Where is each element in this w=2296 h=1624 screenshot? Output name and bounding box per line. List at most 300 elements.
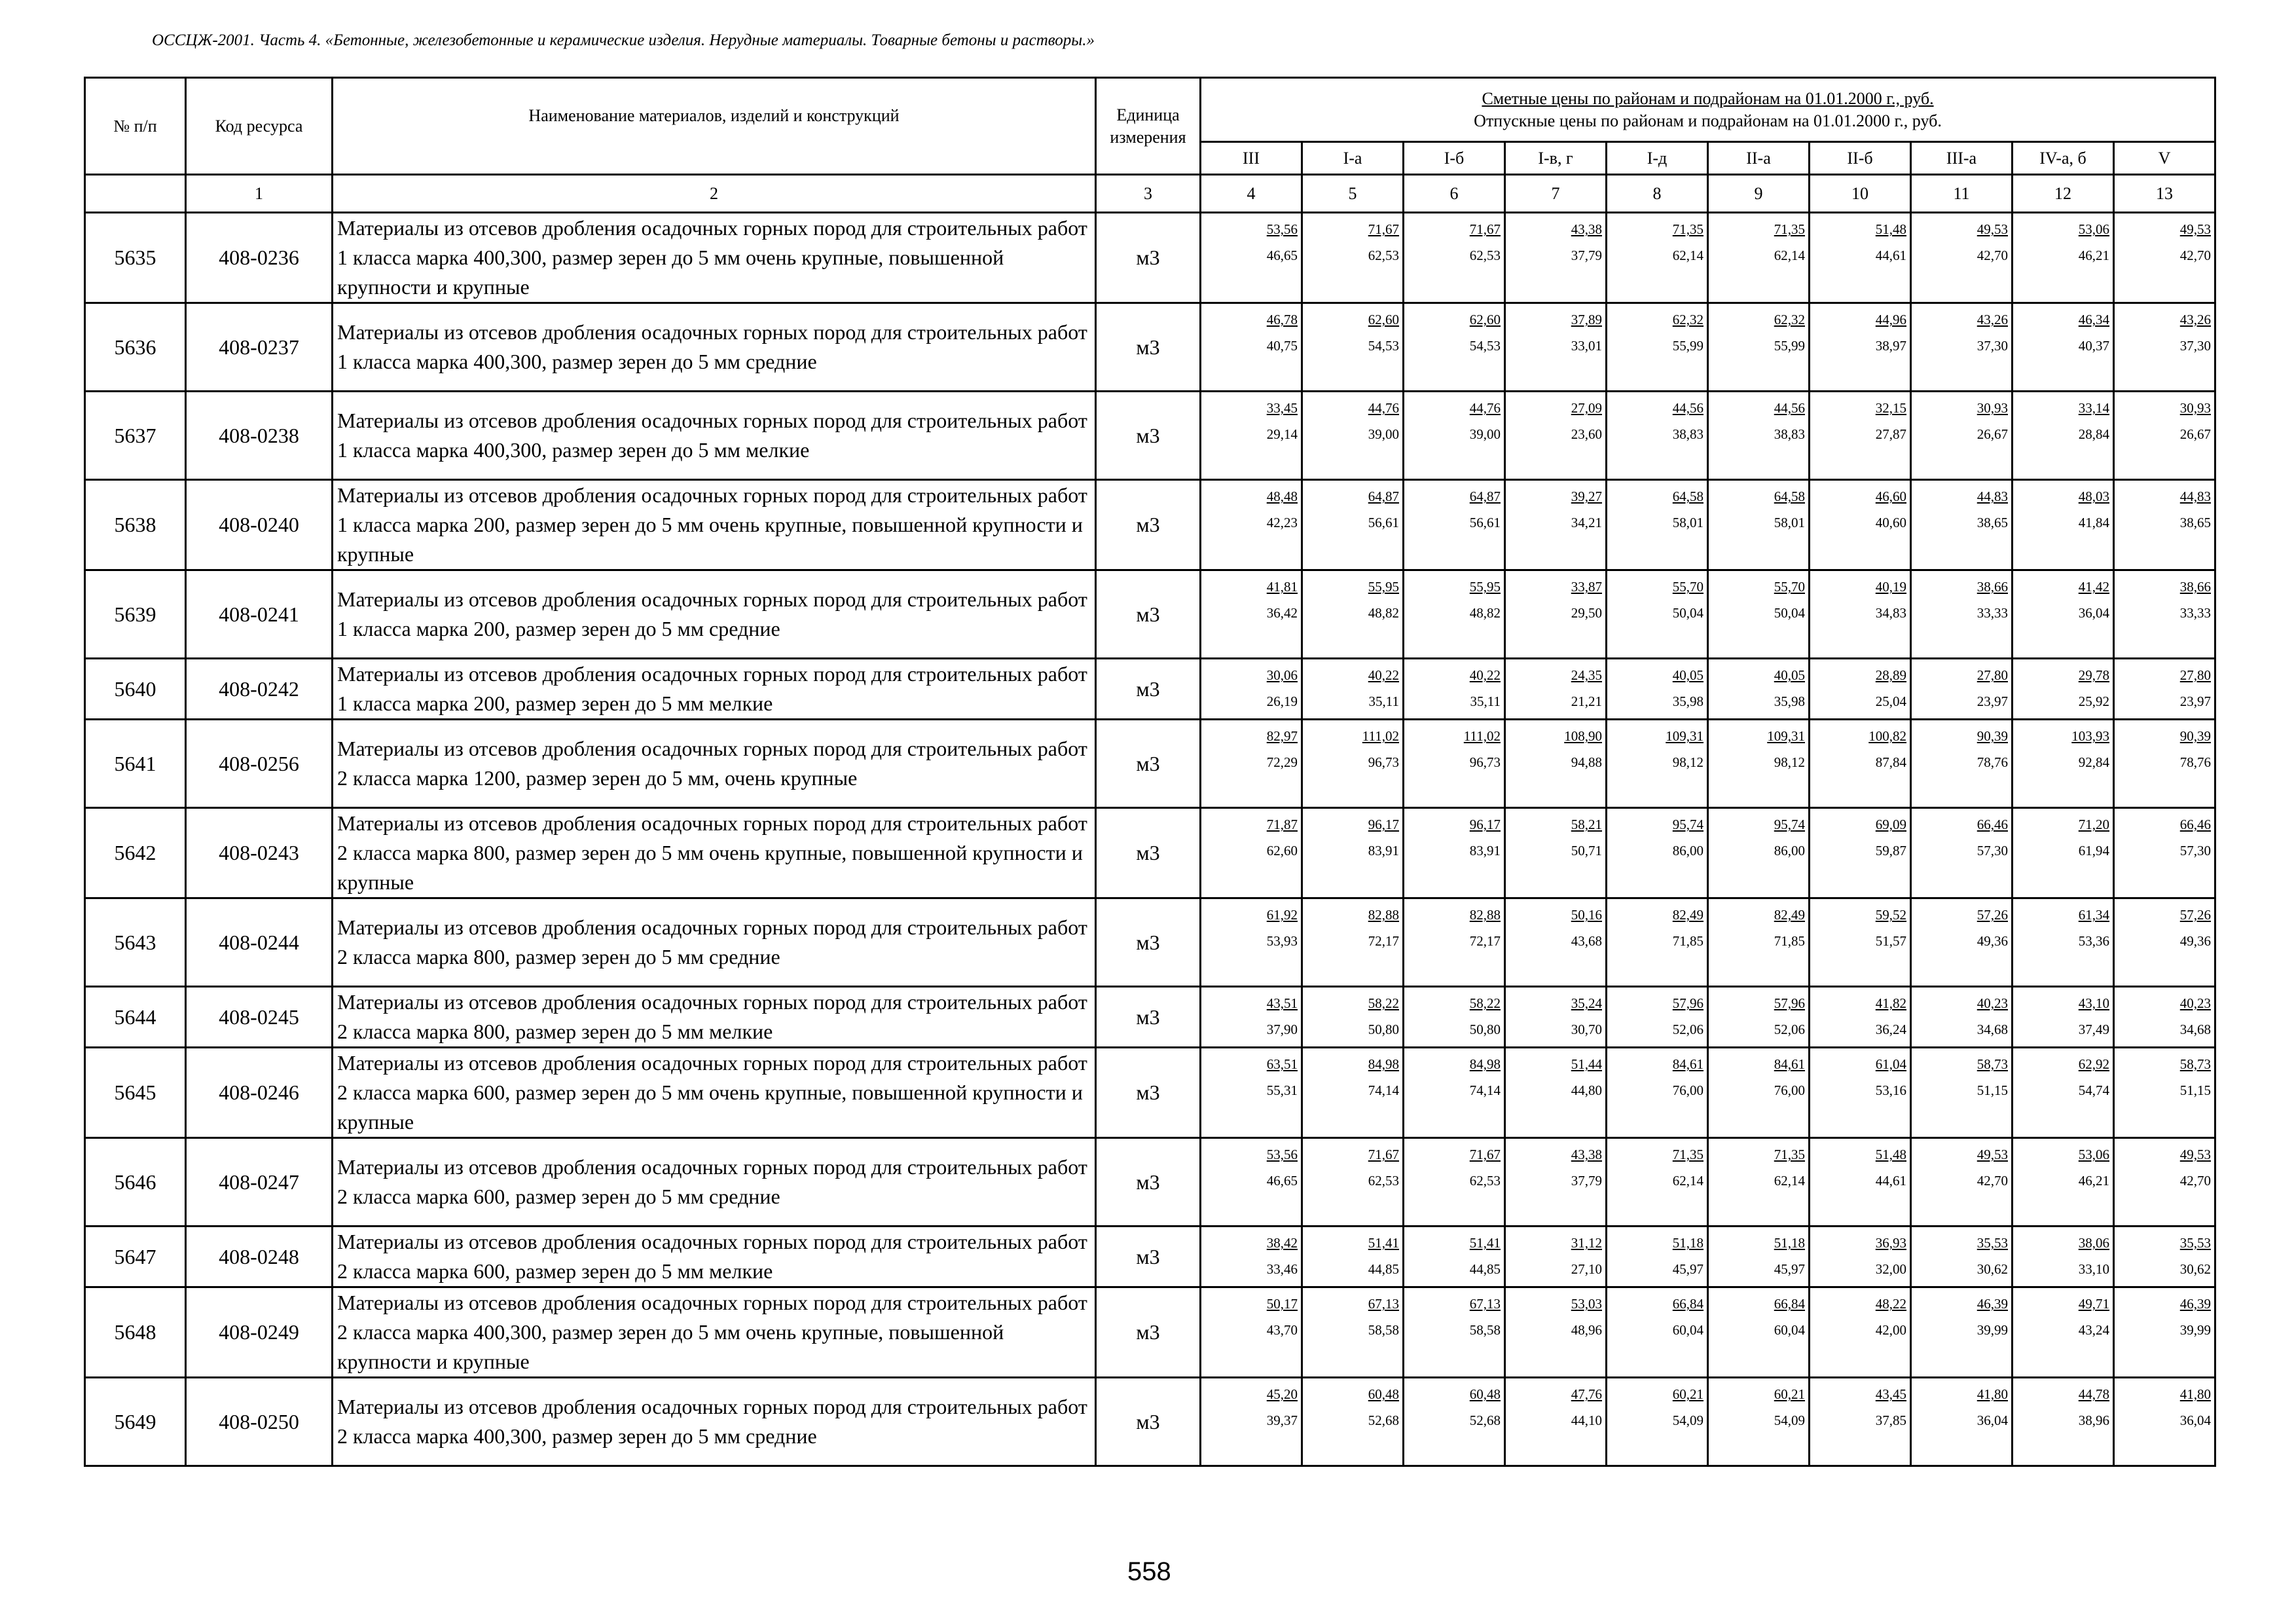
release-price: 62,14 — [1774, 248, 1805, 263]
release-price: 50,04 — [1672, 605, 1704, 621]
release-price: 50,80 — [1368, 1022, 1399, 1037]
material-name: Материалы из отсевов дробления осадочных горных пород для строительных работ 2 класса марка 600, размер зерен до 5 мм мелкие — [333, 1227, 1096, 1287]
release-price: 37,90 — [1266, 1022, 1298, 1037]
estimate-price: 46,39 — [2179, 1296, 2212, 1312]
release-price: 40,75 — [1266, 338, 1298, 354]
price-cell — [2013, 1378, 2114, 1466]
resource-code: 408-0240 — [186, 480, 333, 570]
column-number: 2 — [333, 175, 1096, 213]
price-cell — [2114, 808, 2215, 898]
release-price: 76,00 — [1774, 1082, 1805, 1098]
release-price: 72,17 — [1368, 933, 1399, 949]
release-price: 36,04 — [1977, 1412, 2008, 1428]
price-cell — [2013, 720, 2114, 808]
header-num: № п/п — [85, 78, 186, 175]
price-cell — [1302, 1378, 1404, 1466]
release-price: 48,82 — [1469, 605, 1501, 621]
price-cell — [1505, 1048, 1607, 1138]
price-cell — [1607, 898, 1708, 987]
price-cell — [1911, 1048, 2013, 1138]
estimate-price: 90,39 — [1977, 728, 2008, 744]
release-price: 23,97 — [1977, 693, 2008, 709]
estimate-price: 53,06 — [2078, 221, 2109, 237]
estimate-price: 64,87 — [1368, 489, 1399, 504]
price-cell — [2114, 480, 2215, 570]
estimate-price: 47,76 — [1571, 1386, 1602, 1402]
release-price: 62,14 — [1774, 1173, 1805, 1189]
estimate-price: 61,34 — [2078, 907, 2109, 923]
estimate-price: 41,42 — [2078, 579, 2109, 595]
estimate-price: 46,78 — [1266, 312, 1298, 327]
estimate-price: 35,53 — [1977, 1235, 2008, 1251]
release-price: 33,10 — [2078, 1261, 2109, 1277]
release-price: 42,23 — [1266, 515, 1298, 530]
column-number: 13 — [2114, 175, 2215, 213]
estimate-price: 55,70 — [1672, 579, 1704, 595]
estimate-price: 55,95 — [1368, 579, 1399, 595]
estimate-price: 66,46 — [2179, 817, 2212, 832]
price-cell — [1302, 303, 1404, 392]
release-price: 43,70 — [1266, 1322, 1298, 1338]
estimate-price: 55,95 — [1469, 579, 1501, 595]
price-cell — [1607, 1138, 1708, 1227]
unit: м3 — [1096, 480, 1201, 570]
column-number: 4 — [1201, 175, 1302, 213]
price-cell — [2013, 480, 2114, 570]
column-number: 9 — [1708, 175, 1810, 213]
estimate-price: 111,02 — [1362, 728, 1399, 744]
estimate-price: 53,06 — [2078, 1147, 2109, 1162]
price-cell — [2013, 659, 2114, 720]
release-price: 74,14 — [1469, 1082, 1501, 1098]
price-cell — [1201, 659, 1302, 720]
header-prices — [1201, 78, 2215, 142]
release-price: 26,19 — [1266, 693, 1298, 709]
estimate-price: 40,19 — [1875, 579, 1906, 595]
release-price: 62,53 — [1368, 1173, 1399, 1189]
release-price: 37,30 — [1977, 338, 2008, 354]
estimate-price: 66,84 — [1774, 1296, 1805, 1312]
table-row — [85, 303, 2215, 392]
table-row — [85, 1138, 2215, 1227]
release-price: 35,98 — [1774, 693, 1805, 709]
price-cell — [1810, 570, 1911, 659]
estimate-price: 82,97 — [1266, 728, 1298, 744]
estimate-price: 62,60 — [1368, 312, 1399, 327]
price-cell — [1607, 392, 1708, 480]
price-cell — [1810, 303, 1911, 392]
estimate-price: 55,70 — [1774, 579, 1805, 595]
estimate-price: 48,48 — [1266, 489, 1298, 504]
estimate-price: 44,76 — [1469, 400, 1501, 416]
estimate-price: 32,15 — [1875, 400, 1906, 416]
price-cell — [2013, 570, 2114, 659]
row-number: 5638 — [85, 480, 186, 570]
estimate-price: 59,52 — [1875, 907, 1906, 923]
price-cell — [1505, 480, 1607, 570]
estimate-price: 49,71 — [2078, 1296, 2109, 1312]
unit: м3 — [1096, 987, 1201, 1048]
estimate-price: 49,53 — [1977, 221, 2008, 237]
price-cell — [1708, 1227, 1810, 1287]
price-cell — [2114, 898, 2215, 987]
price-cell — [2114, 1287, 2215, 1378]
price-cell — [1607, 1048, 1708, 1138]
estimate-price: 67,13 — [1469, 1296, 1501, 1312]
material-name: Материалы из отсевов дробления осадочных горных пород для строительных работ 2 класса марка 800, размер зерен до 5 мм средние — [333, 898, 1096, 987]
release-price: 43,68 — [1571, 933, 1602, 949]
price-cell — [1404, 1227, 1505, 1287]
resource-code: 408-0243 — [186, 808, 333, 898]
table-row — [85, 659, 2215, 720]
price-cell — [2114, 1048, 2215, 1138]
estimate-price: 71,35 — [1774, 221, 1805, 237]
release-price: 44,61 — [1875, 248, 1906, 263]
estimate-price: 49,53 — [1977, 1147, 2008, 1162]
price-cell — [1201, 480, 1302, 570]
release-price: 48,82 — [1368, 605, 1399, 621]
release-price: 62,60 — [1266, 843, 1298, 858]
release-price: 86,00 — [1774, 843, 1805, 858]
column-number: 6 — [1404, 175, 1505, 213]
price-cell — [1810, 659, 1911, 720]
price-cell — [2114, 1227, 2215, 1287]
release-price: 57,30 — [1977, 843, 2008, 858]
estimate-price: 62,92 — [2078, 1056, 2109, 1072]
release-price: 33,01 — [1571, 338, 1602, 354]
estimate-price: 60,48 — [1469, 1386, 1501, 1402]
estimate-price: 53,56 — [1266, 221, 1298, 237]
release-price: 53,16 — [1875, 1082, 1906, 1098]
estimate-price: 40,23 — [1977, 995, 2008, 1011]
resource-code: 408-0246 — [186, 1048, 333, 1138]
release-price: 86,00 — [1672, 843, 1704, 858]
header-region: II-а — [1708, 142, 1810, 175]
price-cell — [1810, 1378, 1911, 1466]
release-price: 34,21 — [1571, 515, 1602, 530]
price-cell — [1810, 720, 1911, 808]
release-price: 50,71 — [1571, 843, 1602, 858]
estimate-price: 66,84 — [1672, 1296, 1704, 1312]
release-price: 49,36 — [1977, 933, 2008, 949]
release-price: 27,10 — [1571, 1261, 1602, 1277]
price-cell — [1708, 570, 1810, 659]
estimate-price: 64,58 — [1774, 489, 1805, 504]
column-number: 10 — [1810, 175, 1911, 213]
estimate-price: 24,35 — [1571, 667, 1602, 683]
release-price: 42,00 — [1875, 1322, 1906, 1338]
price-cell — [1607, 480, 1708, 570]
material-name: Материалы из отсевов дробления осадочных горных пород для строительных работ 1 класса марка 200, размер зерен до 5 мм мелкие — [333, 659, 1096, 720]
release-price: 36,24 — [1875, 1022, 1906, 1037]
price-cell — [1708, 480, 1810, 570]
estimate-price: 96,17 — [1469, 817, 1501, 832]
release-price: 36,42 — [1266, 605, 1298, 621]
price-cell — [2114, 392, 2215, 480]
price-cell — [2114, 1138, 2215, 1227]
estimate-price: 71,67 — [1368, 1147, 1399, 1162]
release-price: 26,67 — [1977, 426, 2008, 442]
estimate-price: 49,53 — [2179, 1147, 2212, 1162]
estimate-price: 44,83 — [2179, 489, 2212, 504]
column-number: 3 — [1096, 175, 1201, 213]
estimate-price: 38,06 — [2078, 1235, 2109, 1251]
price-cell — [1404, 659, 1505, 720]
estimate-price: 84,61 — [1672, 1056, 1704, 1072]
price-cell — [1302, 1138, 1404, 1227]
release-price: 50,04 — [1774, 605, 1805, 621]
price-cell — [1302, 480, 1404, 570]
estimate-price: 43,38 — [1571, 221, 1602, 237]
release-price: 35,98 — [1672, 693, 1704, 709]
release-price: 71,85 — [1774, 933, 1805, 949]
price-cell — [1708, 1287, 1810, 1378]
column-number: 1 — [186, 175, 333, 213]
release-price: 56,61 — [1469, 515, 1501, 530]
release-price: 46,21 — [2078, 248, 2109, 263]
estimate-price: 44,76 — [1368, 400, 1399, 416]
material-name: Материалы из отсевов дробления осадочных горных пород для строительных работ 1 класса марка 200, размер зерен до 5 мм средние — [333, 570, 1096, 659]
price-cell — [1302, 898, 1404, 987]
price-cell — [1708, 720, 1810, 808]
estimate-price: 95,74 — [1774, 817, 1805, 832]
material-name: Материалы из отсевов дробления осадочных горных пород для строительных работ 2 класса марка 600, размер зерен до 5 мм средние — [333, 1138, 1096, 1227]
price-cell — [1302, 1287, 1404, 1378]
price-cell — [1505, 1378, 1607, 1466]
release-price: 44,85 — [1368, 1261, 1399, 1277]
release-price: 33,33 — [1977, 605, 2008, 621]
price-cell — [2114, 987, 2215, 1048]
price-cell — [1505, 987, 1607, 1048]
estimate-price: 51,18 — [1774, 1235, 1805, 1251]
estimate-price: 38,66 — [2179, 579, 2212, 595]
release-price: 38,65 — [1977, 515, 2008, 530]
release-price: 61,94 — [2078, 843, 2109, 858]
price-cell — [1708, 303, 1810, 392]
row-number: 5639 — [85, 570, 186, 659]
estimate-price: 63,51 — [1266, 1056, 1298, 1072]
resource-code: 408-0238 — [186, 392, 333, 480]
price-cell — [1404, 213, 1505, 303]
header-region: II-б — [1810, 142, 1911, 175]
release-price: 58,58 — [1469, 1322, 1501, 1338]
page-number: 558 — [1127, 1557, 1171, 1586]
release-price: 54,53 — [1368, 338, 1399, 354]
release-price: 40,60 — [1875, 515, 1906, 530]
estimate-price: 60,21 — [1774, 1386, 1805, 1402]
estimate-price: 82,88 — [1469, 907, 1501, 923]
estimate-price: 61,04 — [1875, 1056, 1906, 1072]
estimate-price: 69,09 — [1875, 817, 1906, 832]
material-name: Материалы из отсевов дробления осадочных горных пород для строительных работ 2 класса марка 400,300, размер зерен до 5 мм очень крупные, повышенной крупности и крупные — [333, 1287, 1096, 1378]
release-price: 55,99 — [1774, 338, 1805, 354]
estimate-price: 40,22 — [1469, 667, 1501, 683]
estimate-price: 30,93 — [2179, 400, 2212, 416]
release-price: 32,00 — [1875, 1261, 1906, 1277]
price-cell — [2114, 303, 2215, 392]
price-cell — [1810, 1227, 1911, 1287]
estimate-price: 44,96 — [1875, 312, 1906, 327]
release-price: 39,99 — [1977, 1322, 2008, 1338]
release-price: 35,11 — [1470, 693, 1501, 709]
resource-code: 408-0242 — [186, 659, 333, 720]
release-price: 23,97 — [2179, 693, 2212, 709]
material-name: Материалы из отсевов дробления осадочных горных пород для строительных работ 1 класса марка 400,300, размер зерен до 5 мм очень крупные, повышенной крупности и крупные — [333, 213, 1096, 303]
estimate-price: 95,74 — [1672, 817, 1704, 832]
release-price: 58,58 — [1368, 1322, 1399, 1338]
release-price: 62,14 — [1672, 1173, 1704, 1189]
unit: м3 — [1096, 898, 1201, 987]
release-price: 27,87 — [1875, 426, 1906, 442]
price-cell — [1302, 1048, 1404, 1138]
price-cell — [1404, 898, 1505, 987]
unit: м3 — [1096, 1227, 1201, 1287]
price-cell — [2013, 1048, 2114, 1138]
column-number: 5 — [1302, 175, 1404, 213]
price-cell — [1201, 720, 1302, 808]
material-name: Материалы из отсевов дробления осадочных горных пород для строительных работ 1 класса марка 200, размер зерен до 5 мм очень крупные, повышенной крупности и крупные — [333, 480, 1096, 570]
estimate-price: 41,81 — [1266, 579, 1298, 595]
price-cell — [1607, 570, 1708, 659]
estimate-price: 60,21 — [1672, 1386, 1704, 1402]
estimate-price: 43,10 — [2078, 995, 2109, 1011]
release-price: 96,73 — [1469, 754, 1501, 770]
price-cell — [1201, 303, 1302, 392]
estimate-price: 103,93 — [2071, 728, 2109, 744]
table-row — [85, 570, 2215, 659]
release-price: 58,01 — [1774, 515, 1805, 530]
estimate-price: 33,14 — [2078, 400, 2109, 416]
release-price: 33,33 — [2179, 605, 2212, 621]
price-cell — [2114, 720, 2215, 808]
release-price: 39,00 — [1469, 426, 1501, 442]
price-cell — [1404, 808, 1505, 898]
price-cell — [1201, 213, 1302, 303]
price-cell — [1404, 1138, 1505, 1227]
estimate-price: 50,17 — [1266, 1296, 1298, 1312]
release-price: 53,93 — [1266, 933, 1298, 949]
column-number: 11 — [1911, 175, 2013, 213]
price-cell — [1708, 1378, 1810, 1466]
release-price: 30,70 — [1571, 1022, 1602, 1037]
table-row — [85, 898, 2215, 987]
release-price: 39,37 — [1266, 1412, 1298, 1428]
release-price: 51,15 — [1977, 1082, 2008, 1098]
release-price: 55,31 — [1266, 1082, 1298, 1098]
estimate-price: 46,60 — [1875, 489, 1906, 504]
price-table — [84, 77, 2216, 1467]
price-cell — [1201, 392, 1302, 480]
release-price: 42,70 — [1977, 1173, 2008, 1189]
estimate-price: 71,67 — [1469, 1147, 1501, 1162]
price-cell — [1810, 392, 1911, 480]
row-number: 5637 — [85, 392, 186, 480]
row-number: 5635 — [85, 213, 186, 303]
price-cell — [1201, 1138, 1302, 1227]
estimate-price: 49,53 — [2179, 221, 2212, 237]
unit: м3 — [1096, 1378, 1201, 1466]
resource-code: 408-0249 — [186, 1287, 333, 1378]
estimate-price: 53,03 — [1571, 1296, 1602, 1312]
release-price: 52,68 — [1368, 1412, 1399, 1428]
unit: м3 — [1096, 659, 1201, 720]
price-cell — [1810, 898, 1911, 987]
price-cell — [1810, 808, 1911, 898]
price-cell — [1201, 1227, 1302, 1287]
price-cell — [1810, 480, 1911, 570]
resource-code: 408-0245 — [186, 987, 333, 1048]
release-price: 45,97 — [1672, 1261, 1704, 1277]
estimate-price: 44,83 — [1977, 489, 2008, 504]
price-cell — [1911, 570, 2013, 659]
price-cell — [2114, 570, 2215, 659]
release-price: 30,62 — [1977, 1261, 2008, 1277]
price-cell — [1404, 1378, 1505, 1466]
price-cell — [1911, 659, 2013, 720]
estimate-price: 57,26 — [1977, 907, 2008, 923]
price-cell — [1302, 720, 1404, 808]
release-price: 45,97 — [1774, 1261, 1805, 1277]
unit: м3 — [1096, 570, 1201, 659]
estimate-price: 84,98 — [1368, 1056, 1399, 1072]
estimate-price: 62,32 — [1774, 312, 1805, 327]
release-price: 98,12 — [1774, 754, 1805, 770]
resource-code: 408-0248 — [186, 1227, 333, 1287]
release-price: 54,09 — [1672, 1412, 1704, 1428]
release-price: 44,61 — [1875, 1173, 1906, 1189]
estimate-price: 58,21 — [1571, 817, 1602, 832]
table-row — [85, 720, 2215, 808]
material-name: Материалы из отсевов дробления осадочных горных пород для строительных работ 2 класса марка 400,300, размер зерен до 5 мм средние — [333, 1378, 1096, 1466]
unit: м3 — [1096, 720, 1201, 808]
estimate-price: 38,42 — [1266, 1235, 1298, 1251]
resource-code: 408-0250 — [186, 1378, 333, 1466]
release-price: 39,00 — [1368, 426, 1399, 442]
price-cell — [1708, 392, 1810, 480]
release-price: 52,68 — [1469, 1412, 1501, 1428]
estimate-price: 46,39 — [1977, 1296, 2008, 1312]
price-cell — [1810, 987, 1911, 1048]
release-price: 42,70 — [1977, 248, 2008, 263]
price-cell — [1302, 659, 1404, 720]
release-price: 52,06 — [1672, 1022, 1704, 1037]
table-row — [85, 808, 2215, 898]
release-price: 46,65 — [1266, 248, 1298, 263]
price-cell — [1404, 392, 1505, 480]
release-price: 98,12 — [1672, 754, 1704, 770]
price-cell — [1201, 987, 1302, 1048]
estimate-price: 62,32 — [1672, 312, 1704, 327]
estimate-price: 29,78 — [2078, 667, 2109, 683]
price-cell — [1810, 1287, 1911, 1378]
price-cell — [1607, 720, 1708, 808]
price-cell — [2114, 213, 2215, 303]
release-price: 36,04 — [2179, 1412, 2212, 1428]
release-price: 37,79 — [1571, 248, 1602, 263]
release-price: 34,83 — [1875, 605, 1906, 621]
price-cell — [1302, 392, 1404, 480]
estimate-price: 60,48 — [1368, 1386, 1399, 1402]
estimate-price: 66,46 — [1977, 817, 2008, 832]
release-price: 94,88 — [1571, 754, 1602, 770]
estimate-price: 27,09 — [1571, 400, 1602, 416]
header-price-line1: Сметные цены по районам и подрайонам на 01.01.2000 г., руб. — [1482, 88, 1934, 108]
release-price: 72,17 — [1469, 933, 1501, 949]
release-price: 37,30 — [2179, 338, 2212, 354]
release-price: 59,87 — [1875, 843, 1906, 858]
estimate-price: 40,22 — [1368, 667, 1399, 683]
estimate-price: 84,98 — [1469, 1056, 1501, 1072]
